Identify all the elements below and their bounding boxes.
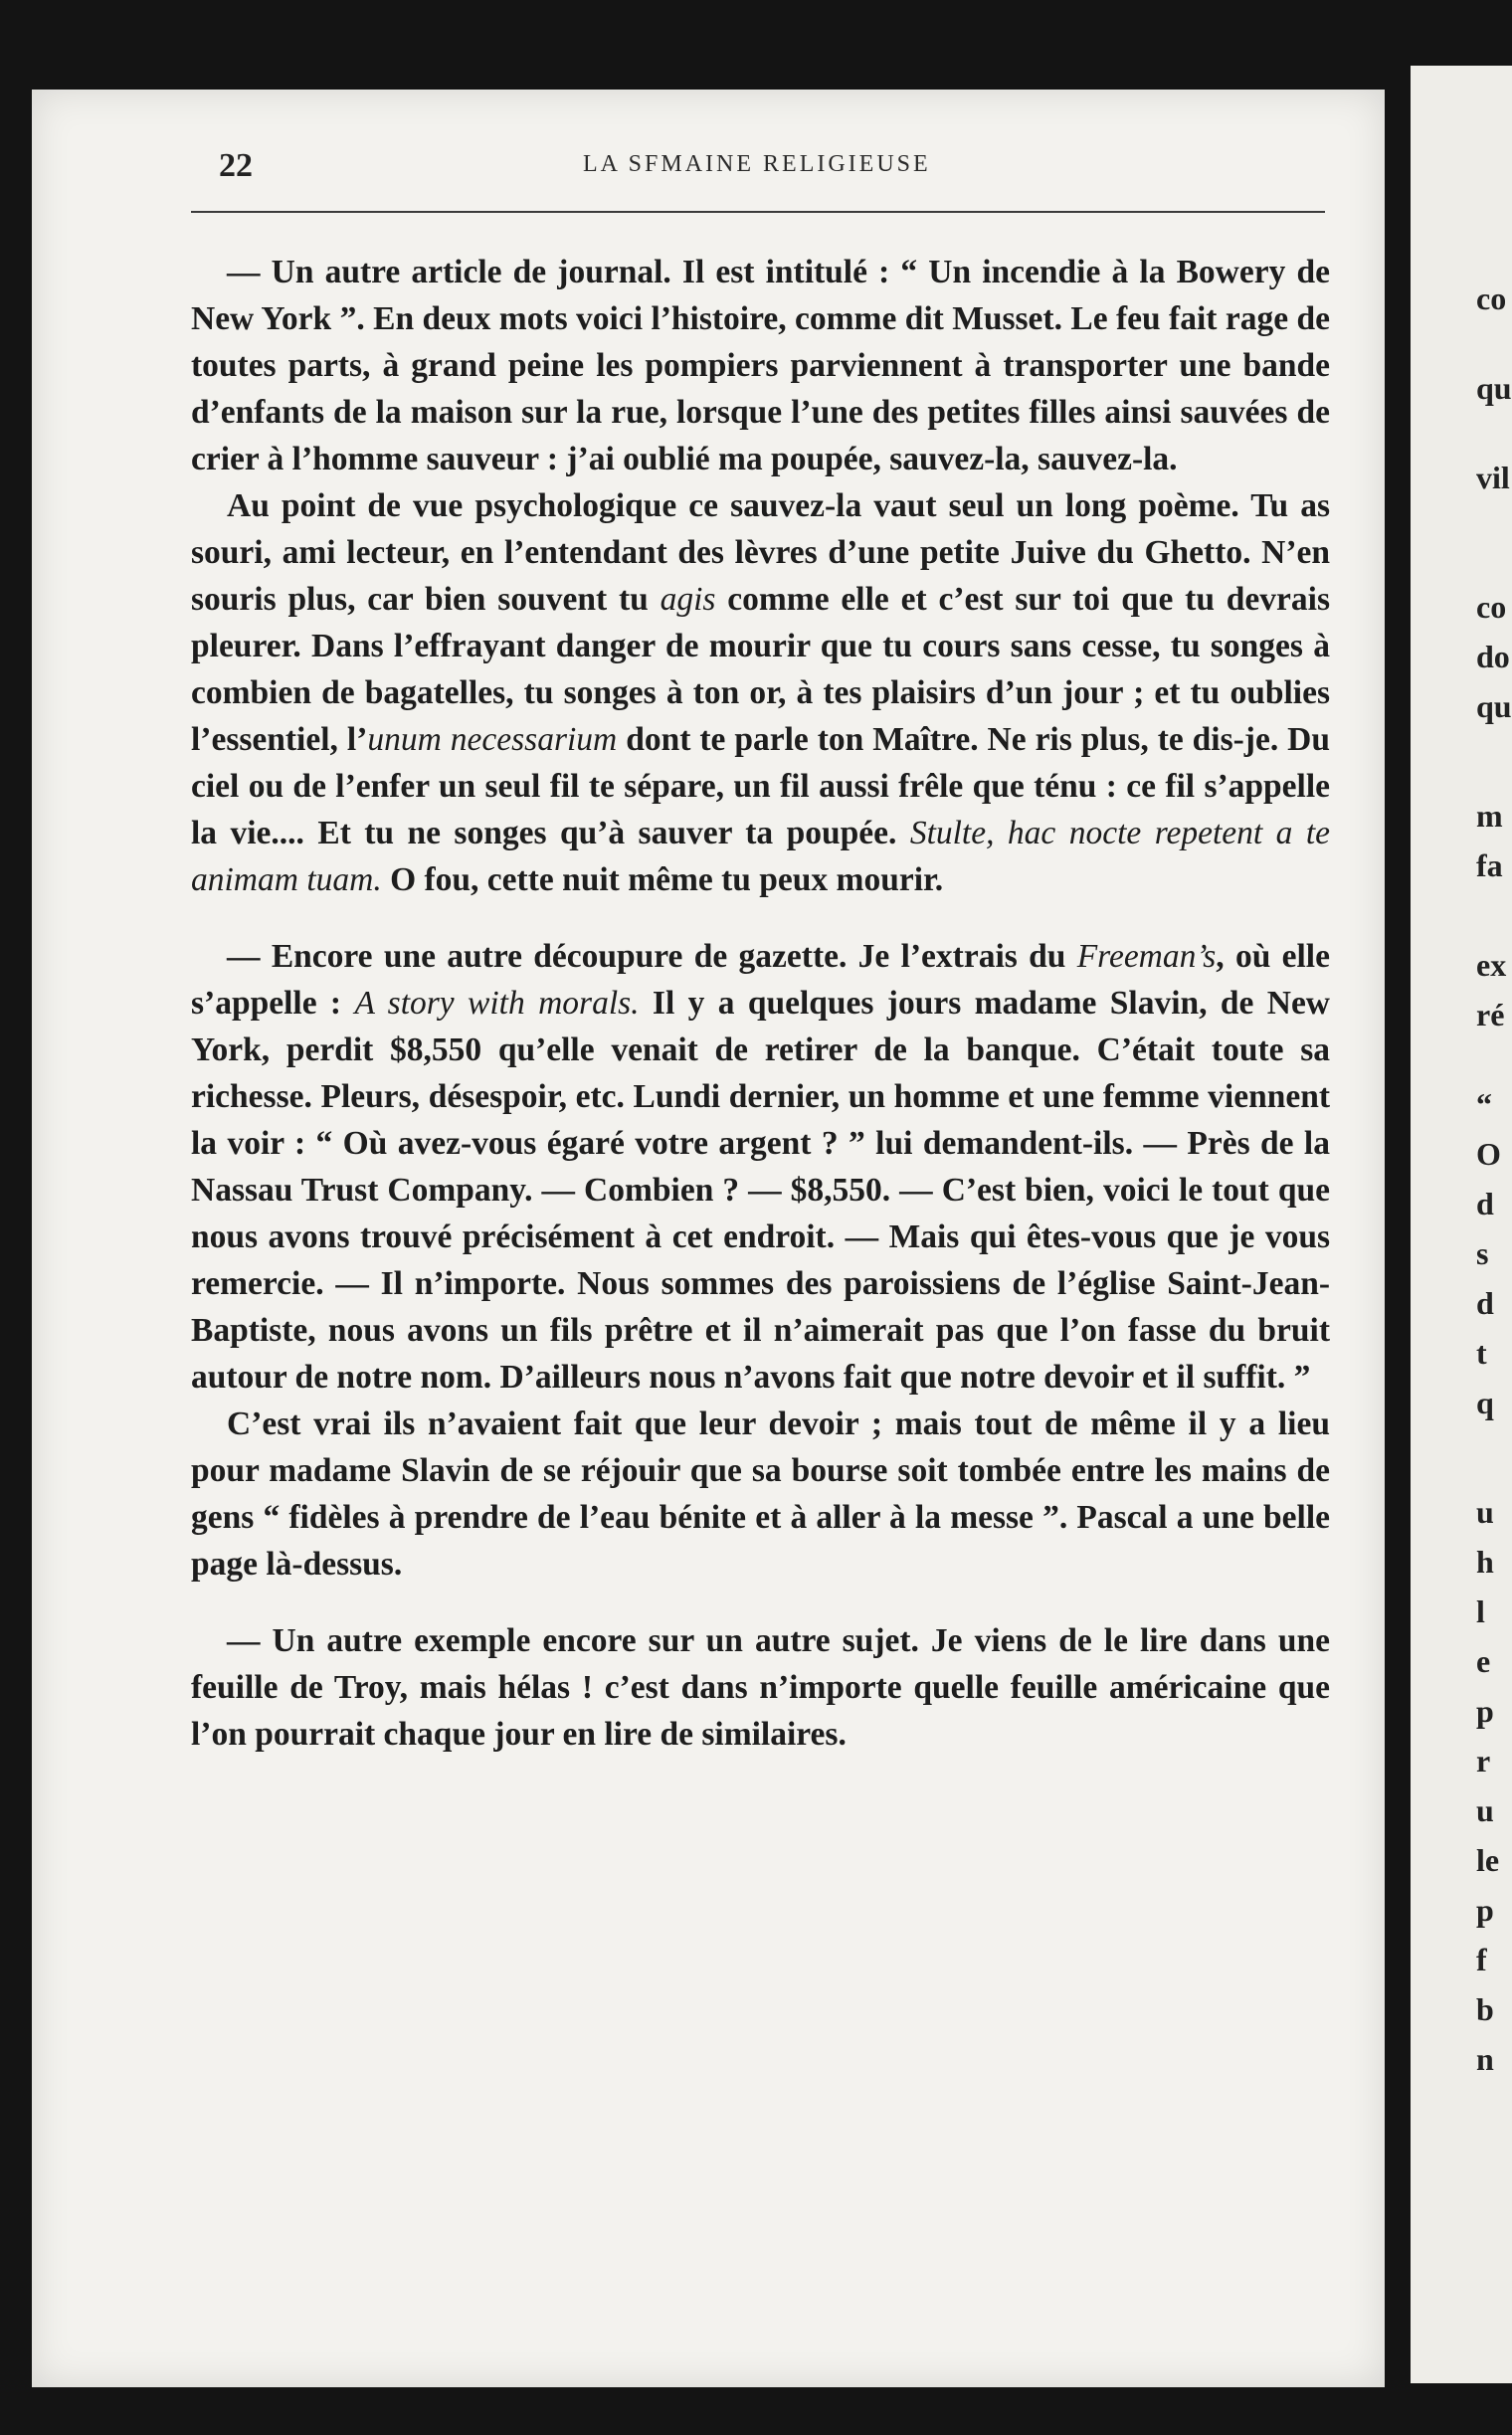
adjacent-fragment: qu (1476, 688, 1512, 724)
page-header (191, 147, 1325, 217)
adjacent-fragment: p (1476, 1892, 1494, 1928)
paragraph-text: O fou, cette nuit même tu peux mourir. (381, 861, 944, 898)
latin-quotation: Stulte, hac nocte repetent a te animam tuam. (191, 815, 1330, 898)
adjacent-fragment: e (1476, 1643, 1491, 1679)
paragraph (191, 482, 1330, 903)
article-title: A story with morals. (354, 985, 640, 1022)
newspaper-title: Freeman’s (1076, 938, 1217, 975)
adjacent-fragment: co (1476, 589, 1507, 625)
adjacent-fragment: qu (1476, 370, 1512, 406)
adjacent-fragment: “ (1476, 1086, 1492, 1122)
adjacent-fragment: t (1476, 1335, 1487, 1371)
adjacent-fragment: q (1476, 1385, 1494, 1420)
adjacent-fragment: b (1476, 1991, 1494, 2027)
adjacent-fragment: ré (1476, 997, 1505, 1032)
body-text (191, 249, 1330, 1758)
adjacent-fragment: O (1476, 1136, 1501, 1172)
running-title: LA SFMAINE RELIGIEUSE (583, 151, 931, 177)
adjacent-fragment: u (1476, 1494, 1494, 1530)
adjacent-fragment: p (1476, 1693, 1494, 1729)
adjacent-fragment: u (1476, 1792, 1494, 1828)
adjacent-fragment: n (1476, 2041, 1494, 2077)
header-rule (191, 211, 1325, 213)
paragraph-text: — Un autre article de journal. Il est intitulé : “ Un incendie à la Bowery de New York ”. En deux mots voici l’histoire, comme dit Musset. Le feu fait rage de toutes parts, à grand peine les pompiers parviennent à transporter une bande d’enfants de la maison sur la rue, lorsque l’une des petites filles ainsi sauvées de crier à l’homme sauveur : j’ai oublié ma poupée, sauvez-la, sauvez-la. (191, 254, 1330, 477)
paragraph-text: comme elle et c’est sur toi que tu devrais pleurer. Dans l’effrayant danger de mourir que tu cours sans cesse, tu songes à combien de bagatelles, tu songes à ton or, à tes plaisirs d’un jour ; et tu oublies l’essentiel, l’ (191, 581, 1331, 758)
paragraph-text: , où elle s’appelle : (191, 938, 1330, 1022)
adjacent-fragment: do (1476, 639, 1510, 674)
adjacent-fragment: ex (1476, 947, 1507, 983)
italic-word: agis (660, 581, 716, 618)
adjacent-fragment: l (1476, 1593, 1485, 1629)
paragraph (191, 249, 1330, 482)
paragraph (191, 1401, 1330, 1588)
book-page (32, 90, 1385, 2387)
adjacent-fragment: le (1476, 1842, 1500, 1878)
paragraph-text: C’est vrai ils n’avaient fait que leur devoir ; mais tout de même il y a lieu pour madame Slavin de se réjouir que sa bourse soit tombée entre les mains de gens “ fidèles à prendre de l’eau bénite et à aller à la messe ”. Pascal a une belle page là-dessus. (191, 1405, 1330, 1583)
adjacent-fragment: f (1476, 1942, 1487, 1977)
adjacent-fragment: vil (1476, 460, 1510, 495)
adjacent-fragment: d (1476, 1285, 1494, 1321)
paragraph (191, 933, 1330, 1401)
page-number: 22 (219, 147, 253, 184)
adjacent-fragment: co (1476, 281, 1507, 316)
adjacent-fragment: h (1476, 1544, 1494, 1580)
latin-phrase: unum necessarium (367, 721, 618, 758)
paragraph-text: Il y a quelques jours madame Slavin, de New York, perdit $8,550 qu’elle venait de retirer de la banque. C’était toute sa richesse. Pleurs, désespoir, etc. Lundi dernier, un homme et une femme viennent la voir : “ Où avez-vous égaré votre argent ? ” lui demandent-ils. — Près de la Nassau Trust Company. — Combien ? — $8,550. — C’est bien, voici le tout que nous avons trouvé précisément à cet endroit. — Mais qui êtes-vous que je vous remercie. — Il n’importe. Nous sommes des paroissiens de l’église Saint-Jean-Baptiste, nous avons un fils prêtre et il n’aimerait pas que l’on fasse du bruit autour de notre nom. D’ailleurs nous n’avons fait que notre devoir et il suffit. ” (191, 985, 1331, 1396)
paragraph-text: dont te parle ton Maître. Ne ris plus, te dis-je. Du ciel ou de l’enfer un seul fil te sépare, un fil aussi frêle que ténu : ce fil s’appelle la vie.... Et tu ne songes qu’à sauver ta poupée. (191, 721, 1330, 851)
adjacent-page (1411, 66, 1512, 2383)
adjacent-fragment: s (1476, 1235, 1489, 1271)
paragraph-text: Au point de vue psychologique ce sauvez-la vaut seul un long poème. Tu as souri, ami lecteur, en l’entendant des lèvres d’une petite Juive du Ghetto. N’en souris plus, car bien souvent tu (191, 487, 1330, 618)
paragraph (191, 1617, 1330, 1758)
paragraph-text: — Encore une autre découpure de gazette. Je l’extrais du (227, 938, 1077, 975)
adjacent-fragment: r (1476, 1743, 1491, 1779)
adjacent-fragment: fa (1476, 847, 1503, 883)
adjacent-fragment: m (1476, 798, 1503, 834)
adjacent-fragment: d (1476, 1186, 1494, 1221)
paragraph-text: — Un autre exemple encore sur un autre sujet. Je viens de le lire dans une feuille de Troy, mais hélas ! c’est dans n’importe quelle feuille américaine que l’on pourrait chaque jour en lire de similaires. (191, 1622, 1330, 1753)
